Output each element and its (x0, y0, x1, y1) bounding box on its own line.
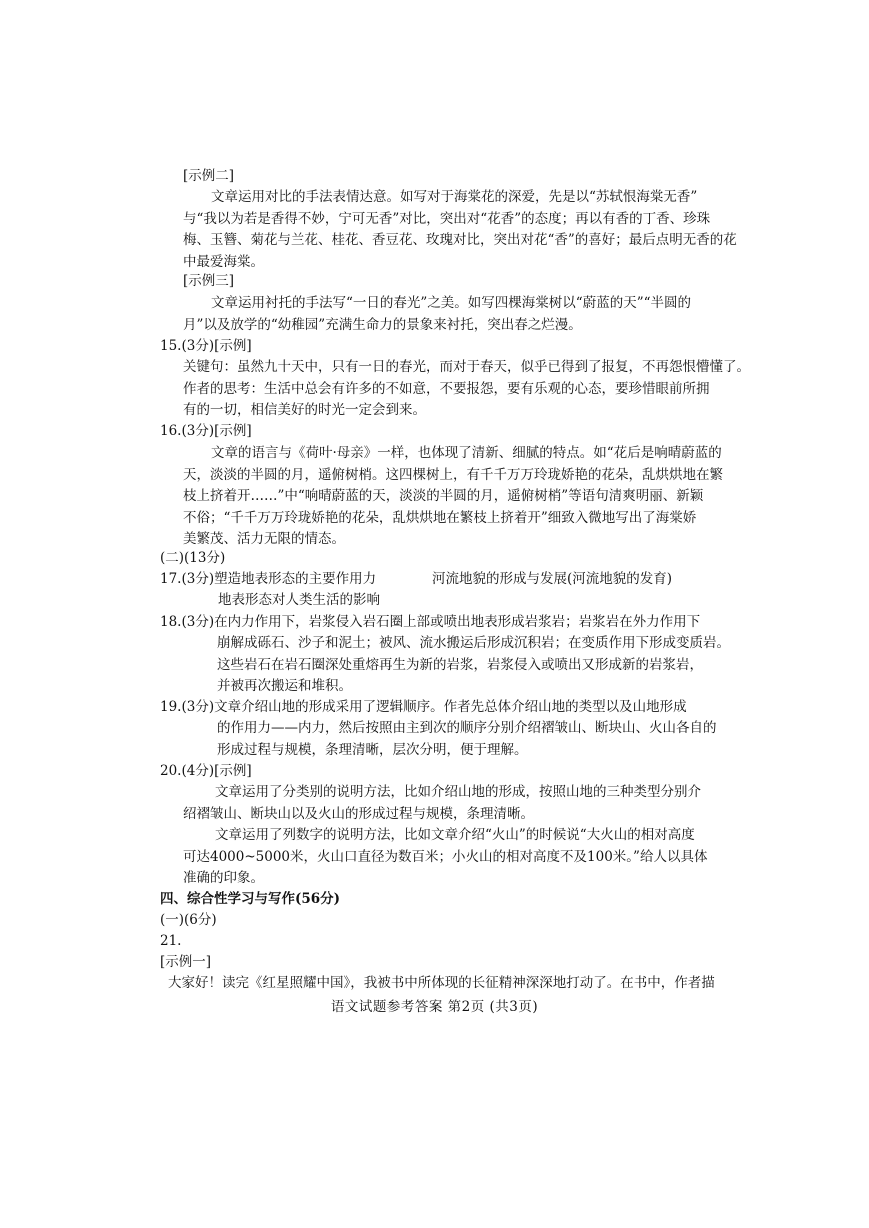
section-heading: 四、综合性学习与写作(56分) (160, 891, 341, 907)
q19-heading (160, 697, 687, 719)
example3-label (183, 271, 234, 293)
paragraph-line: 准确的印象。 (183, 870, 264, 887)
q15-body (183, 357, 750, 422)
q15-heading (160, 336, 252, 358)
question-heading: 15.(3分)[示例] (160, 338, 252, 354)
paragraph-line: 文章运用了分类别的说明方法，比如介绍山地的形成，按照山地的三种类型分别介 (215, 784, 701, 800)
example-label: [示例二] (183, 168, 235, 184)
paragraph-line: 中最爱海棠。 (183, 253, 264, 270)
paragraph-line: 并被再次搬运和堆积。 (217, 678, 352, 695)
question-heading: 20.(4分)[示例] (160, 763, 252, 779)
question-heading: 16.(3分)[示例] (160, 423, 252, 439)
paragraph-line: 不俗；“千千万万玲珑娇艳的花朵，乱烘烘地在繁枝上挤着开”细致入微地写出了海棠娇 (183, 509, 697, 526)
example3-body (183, 293, 691, 336)
section-heading: (二)(13分) (160, 550, 226, 566)
question-heading: 18.(3分)在内力作用下，岩浆侵入岩石圈上部或喷出地表形成岩浆岩；岩浆岩在外力作用下 (160, 614, 701, 630)
example-label: [示例一] (160, 954, 212, 970)
q20-heading (160, 761, 252, 783)
example-label: [示例三] (183, 273, 235, 289)
q21-heading (160, 931, 181, 953)
q17-heading-right (432, 569, 672, 591)
section-heading: (一)(6分) (160, 912, 217, 928)
paragraph-line: 的作用力——内力，然后按照由主到次的顺序分别介绍褶皱山、断块山、火山各自的 (217, 720, 717, 736)
answer-item: 地表形态对人类生活的影响 (218, 592, 380, 608)
q16-body (183, 443, 723, 551)
paragraph-line: 形成过程与规模，条理清晰，层次分明，便于理解。 (217, 741, 528, 758)
paragraph-line: 绍褶皱山、断块山以及火山的形成过程与规模，条理清晰。 (183, 805, 534, 822)
paragraph-line: 枝上挤着开……”中“响晴蔚蓝的天，淡淡的半圆的月，遥俯树梢”等语句清爽明丽、新颖 (183, 488, 704, 505)
q20-para2 (183, 825, 707, 890)
paragraph-line: 文章运用衬托的手法写“一日的春光”之美。如写四棵海棠树以“蔚蓝的天”“半圆的 (211, 295, 692, 311)
paragraph-line: 关键句：虽然九十天中，只有一日的春光，而对于春天，似乎已得到了报复，不再怨恨懵懂了。 (183, 359, 750, 375)
section4-1-heading (160, 910, 217, 932)
paragraph-line: 这些岩石在岩石圈深处重熔再生为新的岩浆，岩浆侵入或喷出又形成新的岩浆岩， (217, 656, 703, 673)
section2-heading (160, 548, 225, 570)
paragraph-line: 文章的语言与《荷叶·母亲》一样，也体现了清新、细腻的特点。如“花后是响晴蔚蓝的 (211, 445, 722, 461)
q20-para1 (183, 782, 701, 825)
question-heading: 19.(3分)文章介绍山地的形成采用了逻辑顺序。作者先总体介绍山地的类型以及山地形成 (160, 699, 687, 715)
paragraph-line: 与“我以为若是香得不妙，宁可无香”对比，突出对“花香”的态度；再以有香的丁香、珍珠 (183, 210, 711, 227)
paragraph-line: 作者的思考：生活中总会有许多的不如意，不要报怨，要有乐观的心态，要珍惜眼前所拥 (183, 380, 710, 397)
paragraph-line: 天，淡淡的半圆的月，遥俯树梢。这四棵树上，有千千万万玲珑娇艳的花朵，乱烘烘地在繁 (183, 466, 723, 483)
q18-heading (160, 612, 700, 634)
q19-body (217, 718, 717, 761)
example2-body (183, 187, 737, 273)
paragraph-line: 月”以及放学的“幼稚园”充满生命力的景象来衬托，突出春之烂漫。 (183, 316, 582, 333)
paragraph-line: 文章运用对比的手法表情达意。如写对于海棠花的深爱，先是以“苏轼恨海棠无香” (211, 189, 698, 205)
q16-heading (160, 421, 252, 443)
q17-heading (160, 569, 376, 591)
page-footer: 语文试题参考答案 第2页 (共3页) (330, 999, 539, 1015)
paragraph-line: 美繁茂、活力无限的情态。 (183, 531, 345, 548)
paragraph-line: 大家好！读完《红星照耀中国》，我被书中所体现的长征精神深深地打动了。在书中，作者描 (168, 975, 715, 991)
answer-item: 河流地貌的形成与发展(河流地貌的发育) (432, 571, 673, 587)
question-heading: 21. (160, 933, 182, 949)
q21-label (160, 952, 211, 974)
section4-heading (160, 889, 340, 911)
paragraph-line: 有的一切，相信美好的时光一定会到来。 (183, 402, 426, 419)
paragraph-line: 可达4000~5000米，火山口直径为数百米；小火山的相对高度不及100米。”给人以具体 (183, 848, 708, 865)
question-heading: 17.(3分)塑造地表形态的主要作用力 (160, 571, 377, 587)
q17-line2 (218, 590, 380, 612)
q18-body (217, 633, 730, 698)
paragraph-line: 文章运用了列数字的说明方法，比如文章介绍“火山”的时候说“大火山的相对高度 (215, 827, 695, 843)
paragraph-line: 梅、玉簪、菊花与兰花、桂花、香豆花、玫瑰对比，突出对花“香”的喜好；最后点明无香的花 (183, 232, 737, 249)
paragraph-line: 崩解成砾石、沙子和泥土；被风、流水搬运后形成沉积岩；在变质作用下形成变质岩。 (217, 635, 730, 651)
example2-label (183, 166, 234, 188)
q21-line (160, 973, 715, 995)
